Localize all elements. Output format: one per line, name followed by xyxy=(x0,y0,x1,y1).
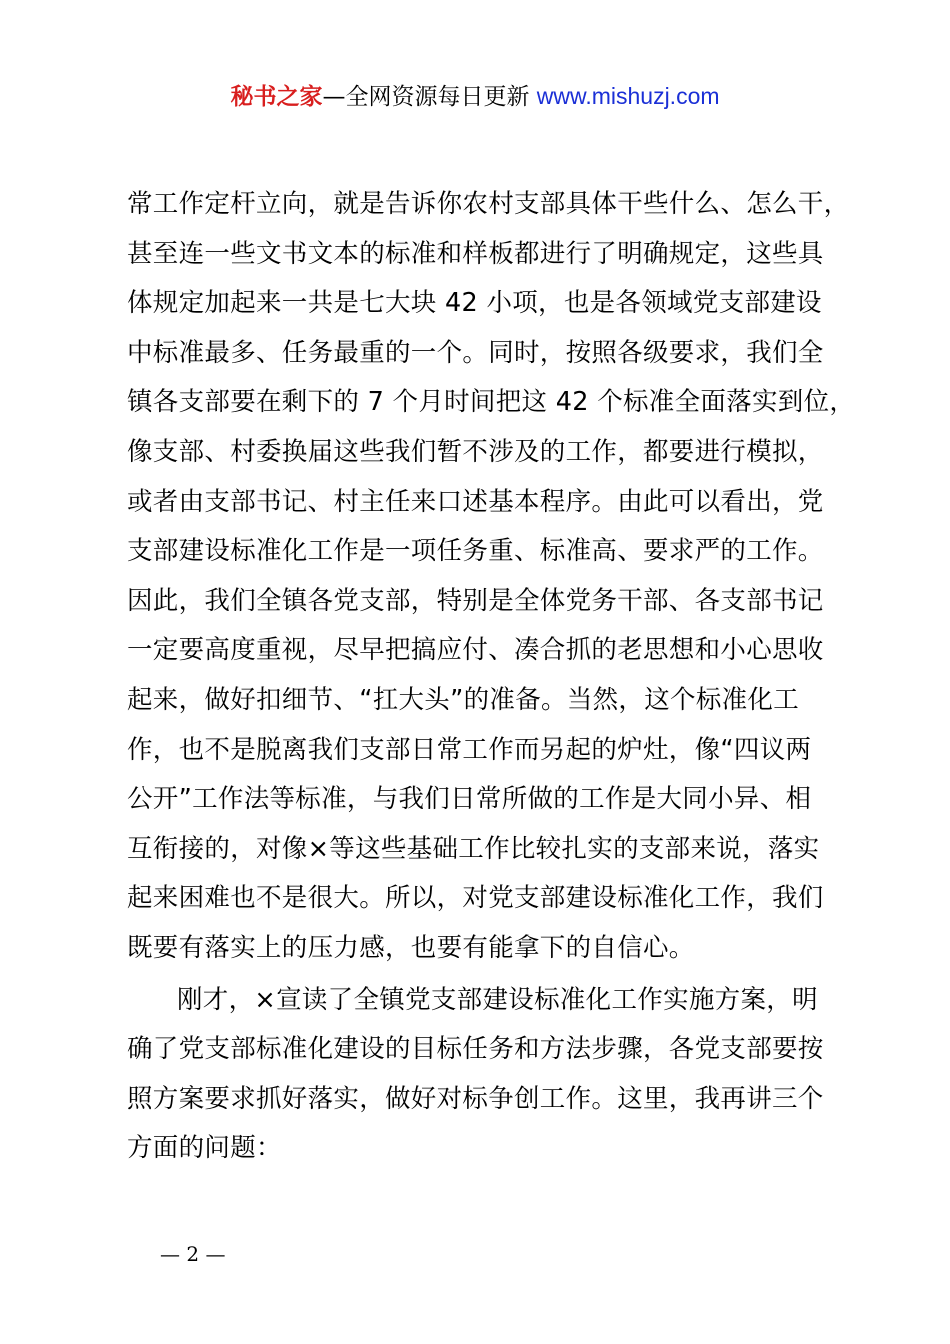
paragraph-1 xyxy=(127,180,856,974)
text-line: 一定要高度重视，尽早把搞应付、凑合抓的老思想和小心思收 xyxy=(127,635,824,666)
text-line: 起来困难也不是很大。所以，对党支部建设标准化工作，我们 xyxy=(127,883,824,914)
text-line: 刚才，×宣读了全镇党支部建设标准化工作实施方案，明 xyxy=(177,984,818,1015)
text-line: 互衔接的，对像×等这些基础工作比较扎实的支部来说，落实 xyxy=(127,833,820,864)
text-line: 因此，我们全镇各党支部，特别是全体党务干部、各支部书记 xyxy=(127,585,824,616)
site-tagline: —全网资源每日更新 xyxy=(322,84,537,110)
text-line: 支部建设标准化工作是一项任务重、标准高、要求严的工作。 xyxy=(127,536,824,567)
site-url-link[interactable]: www.mishuzj.com xyxy=(536,83,720,109)
text-line: 镇各支部要在剩下的 7 个月时间把这 42 个标准全面落实到位， xyxy=(127,387,856,418)
text-line: 照方案要求抓好落实，做好对标争创工作。这里，我再讲三个 xyxy=(127,1083,824,1114)
paragraph-2 xyxy=(127,976,837,1174)
text-line: 像支部、村委换届这些我们暂不涉及的工作，都要进行模拟， xyxy=(127,436,824,467)
text-line: 起来，做好扣细节、“扛大头”的准备。当然，这个标准化工 xyxy=(127,684,800,715)
site-brand: 秘书之家 xyxy=(230,84,323,110)
text-line: 体规定加起来一共是七大块 42 小项，也是各领域党支部建设 xyxy=(127,288,822,319)
text-line: 或者由支部书记、村主任来口述基本程序。由此可以看出，党 xyxy=(127,486,824,517)
page-number: — 2 — xyxy=(160,1242,226,1266)
site-header xyxy=(0,80,950,113)
text-line: 既要有落实上的压力感，也要有能拿下的自信心。 xyxy=(127,932,695,963)
text-line: 甚至连一些文书文本的标准和样板都进行了明确规定，这些具 xyxy=(127,238,824,269)
text-line: 方面的问题： xyxy=(127,1133,282,1164)
text-line: 作，也不是脱离我们支部日常工作而另起的炉灶，像“四议两 xyxy=(127,734,812,765)
document-body xyxy=(127,180,856,1174)
text-line: 常工作定杆立向，就是告诉你农村支部具体干些什么、怎么干， xyxy=(127,189,850,219)
text-line: 确了党支部标准化建设的目标任务和方法步骤，各党支部要按 xyxy=(127,1034,824,1065)
text-line: 公开”工作法等标准，与我们日常所做的工作是大同小异、相 xyxy=(127,784,812,815)
text-line: 中标准最多、任务最重的一个。同时，按照各级要求，我们全 xyxy=(127,337,824,368)
